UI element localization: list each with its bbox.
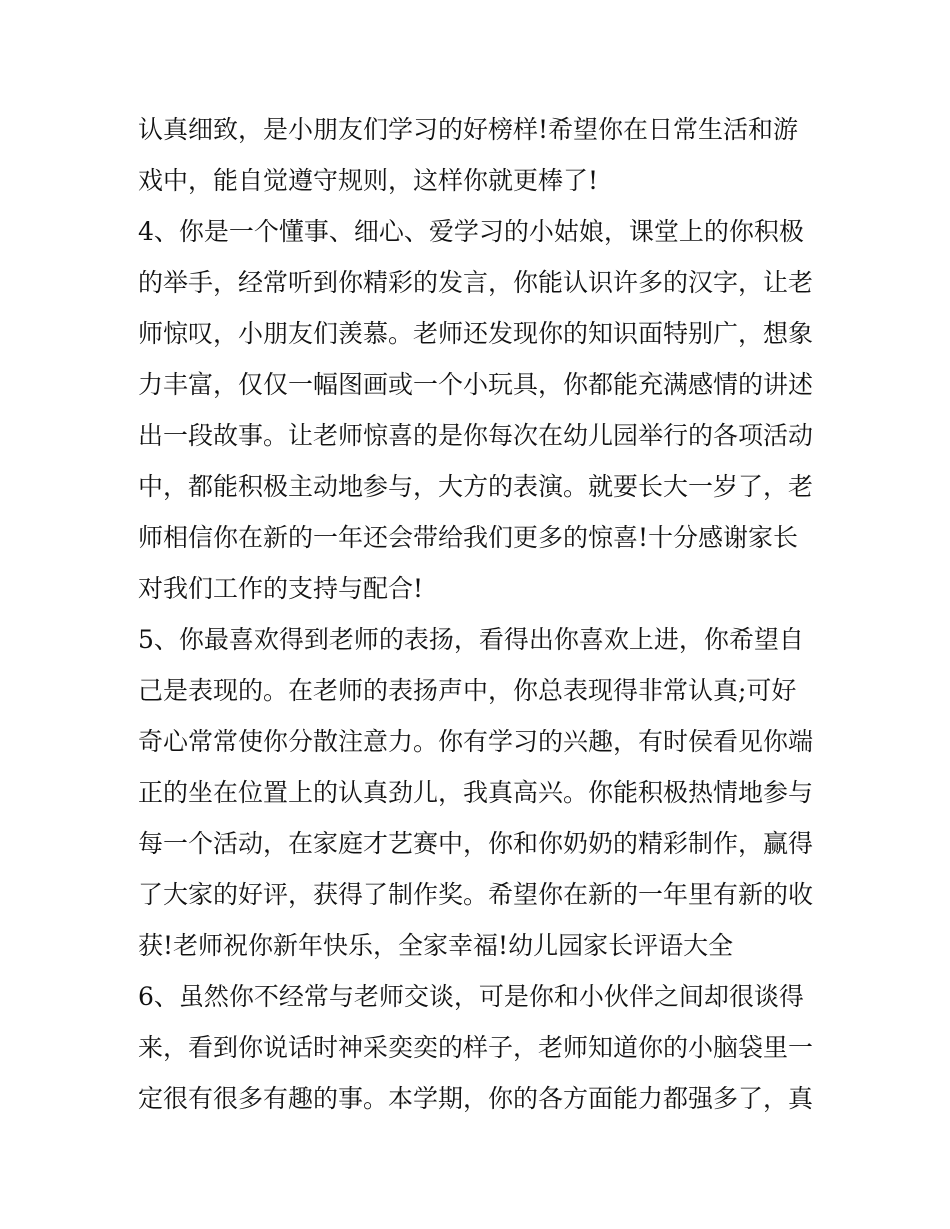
text-line: 4、你是一个懂事、细心、爱学习的小姑娘，课堂上的你积极 — [138, 217, 804, 246]
text-line: 正的坐在位置上的认真劲儿，我真高兴。你能积极热情地参与 — [138, 778, 814, 807]
text-line: 的举手，经常听到你精彩的发言，你能认识许多的汉字，让老 — [138, 268, 814, 297]
text-line: 师惊叹，小朋友们羡慕。老师还发现你的知识面特别广，想象 — [138, 319, 814, 348]
text-line: 师相信你在新的一年还会带给我们更多的惊喜!十分感谢家长 — [138, 523, 799, 552]
text-line: 每一个活动，在家庭才艺赛中，你和你奶奶的精彩制作，赢得 — [138, 829, 814, 858]
text-line: 力丰富，仅仅一幅图画或一个小玩具，你都能充满感情的讲述 — [138, 370, 814, 399]
text-line: 出一段故事。让老师惊喜的是你每次在幼儿园举行的各项活动 — [138, 421, 814, 450]
text-line: 定很有很多有趣的事。本学期，你的各方面能力都强多了，真 — [138, 1084, 814, 1113]
text-line: 6、虽然你不经常与老师交谈，可是你和小伙伴之间却很谈得 — [138, 982, 804, 1011]
text-line: 奇心常常使你分散注意力。你有学习的兴趣，有时侯看见你端 — [138, 727, 814, 756]
text-line: 戏中，能自觉遵守规则，这样你就更棒了! — [138, 166, 599, 195]
text-line: 己是表现的。在老师的表扬声中，你总表现得非常认真;可好 — [138, 676, 797, 705]
text-line: 来，看到你说话时神采奕奕的样子，老师知道你的小脑袋里一 — [138, 1033, 814, 1062]
text-line: 对我们工作的支持与配合! — [138, 574, 424, 603]
text-line: 中，都能积极主动地参与，大方的表演。就要长大一岁了，老 — [138, 472, 814, 501]
text-line: 获!老师祝你新年快乐，全家幸福!幼儿园家长评语大全 — [138, 931, 734, 960]
text-line: 5、你最喜欢得到老师的表扬，看得出你喜欢上进，你希望自 — [138, 625, 804, 654]
text-line: 认真细致，是小朋友们学习的好榜样!希望你在日常生活和游 — [138, 115, 799, 144]
body-text — [138, 104, 828, 1124]
text-line: 了大家的好评，获得了制作奖。希望你在新的一年里有新的收 — [138, 880, 814, 909]
